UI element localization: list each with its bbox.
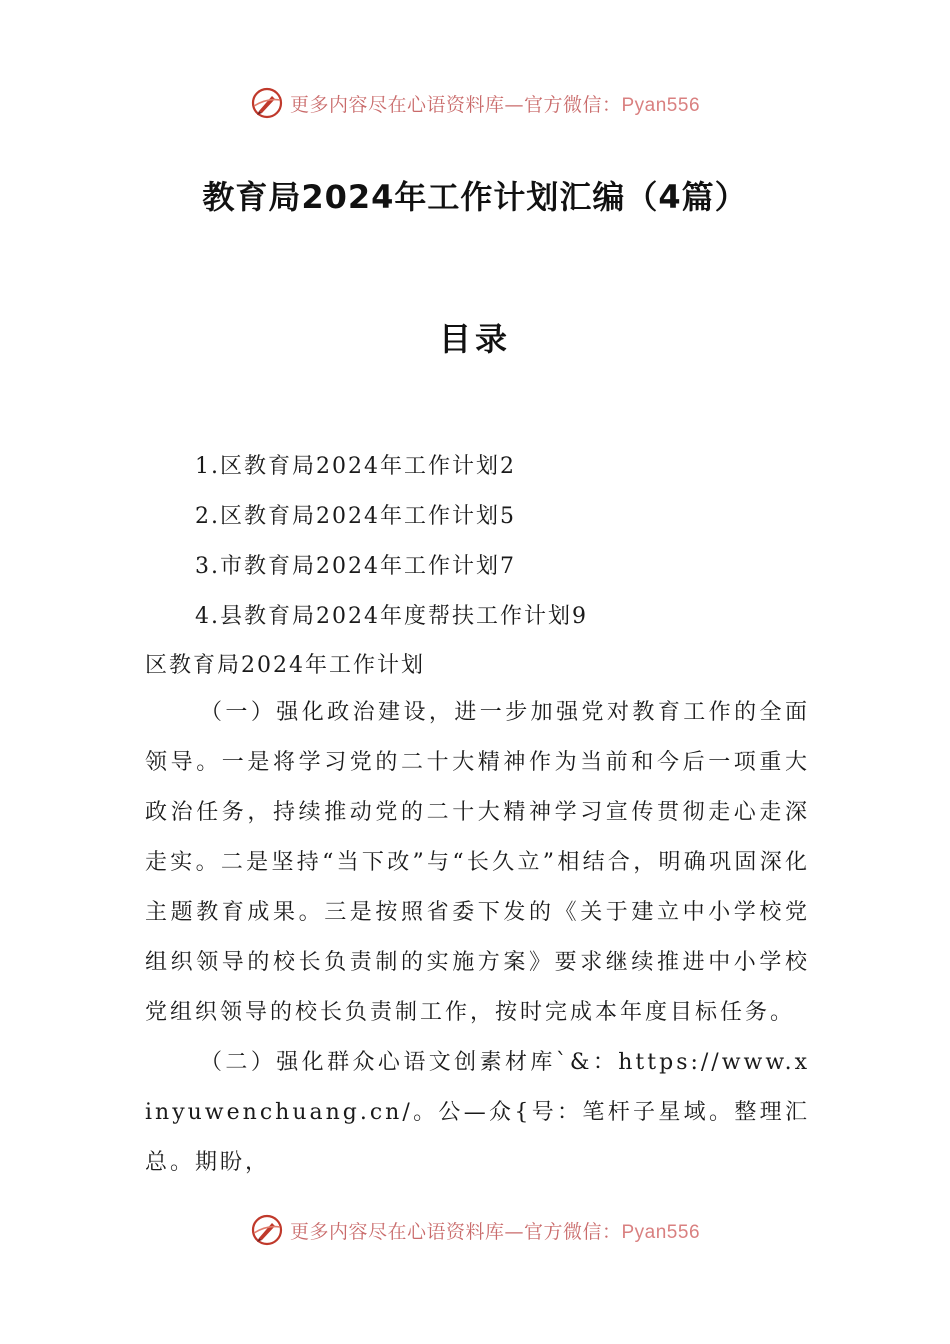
toc-item[interactable]: 1.区教育局2024年工作计划2 xyxy=(195,454,516,479)
section-title: 区教育局2024年工作计划 xyxy=(145,653,425,678)
document-body xyxy=(145,644,810,1188)
toc-item[interactable]: 2.区教育局2024年工作计划5 xyxy=(195,504,516,529)
watermark-wechat-id: Pyan556 xyxy=(621,1221,701,1243)
toc-item[interactable]: 4.县教育局2024年度帮扶工作计划9 xyxy=(195,604,588,629)
pen-logo-icon xyxy=(250,86,284,120)
paragraph: （二）强化群众心语文创素材库`&：https://www.xinyuwenchuang.cn/。公—众{号：笔杆子星域。整理汇总。期盼， xyxy=(145,1050,810,1175)
watermark-wechat-id: Pyan556 xyxy=(621,94,701,116)
watermark-text: 更多内容尽在心语资料库—官方微信：Pyan556 xyxy=(289,93,701,116)
document-title: 教育局2024年工作计划汇编（4篇） xyxy=(202,178,748,216)
watermark-footer xyxy=(0,1210,950,1250)
toc-heading: 目录 xyxy=(438,320,511,358)
watermark-text: 更多内容尽在心语资料库—官方微信：Pyan556 xyxy=(289,1220,701,1243)
paragraph: （一）强化政治建设，进一步加强党对教育工作的全面领导。一是将学习党的二十大精神作为当前和今后一项重大政治任务，持续推动党的二十大精神学习宣传贯彻走心走深走实。二是坚持“当下改”与“长久立”相结合，明确巩固深化主题教育成果。三是按照省委下发的《关于建立中小学校党组织领导的校长负责制的实施方案》要求继续推进中小学校党组织领导的校长负责制工作，按时完成本年度目标任务。 xyxy=(145,700,810,1025)
pen-logo-icon xyxy=(250,1213,284,1247)
table-of-contents xyxy=(195,446,588,646)
toc-item[interactable]: 3.市教育局2024年工作计划7 xyxy=(195,554,516,579)
watermark-header xyxy=(0,83,950,123)
